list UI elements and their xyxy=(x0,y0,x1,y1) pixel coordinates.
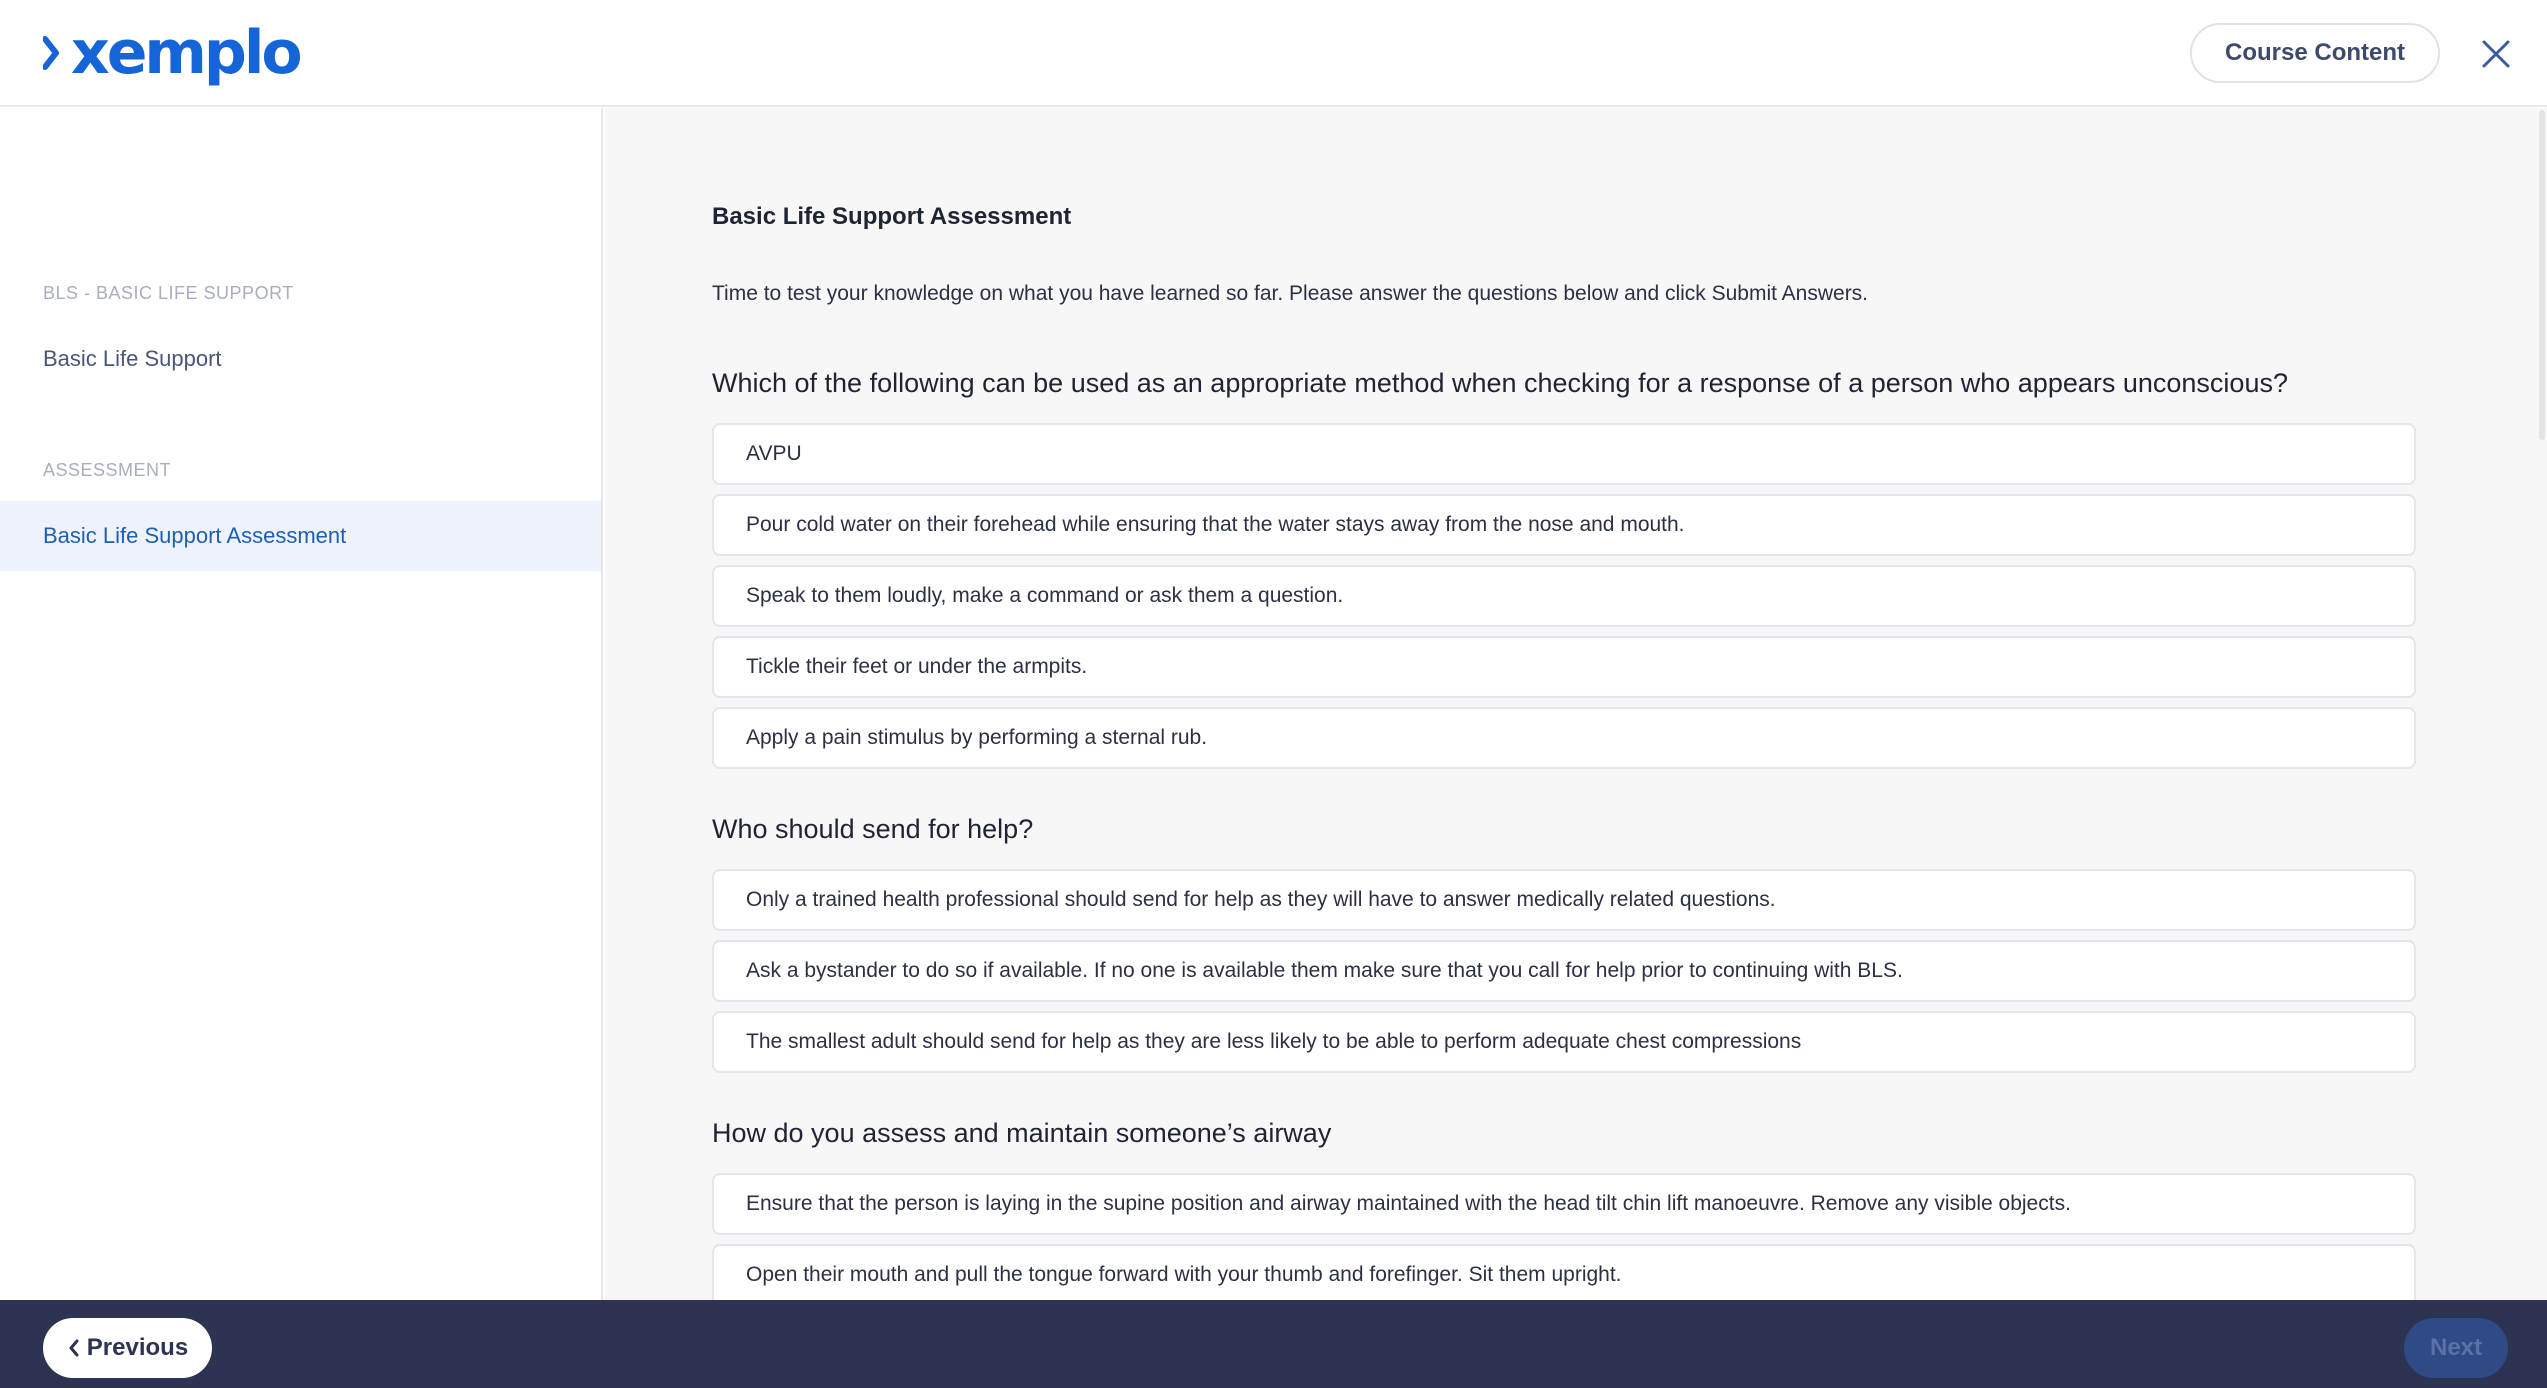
answer-option[interactable]: Apply a pain stimulus by performing a sternal rub. xyxy=(712,707,2416,769)
logo-text: xemplo xyxy=(71,18,300,88)
answer-option[interactable]: Speak to them loudly, make a command or ask them a question. xyxy=(712,565,2416,627)
previous-button[interactable] xyxy=(43,1318,212,1378)
xemplo-logo[interactable] xyxy=(43,20,300,86)
sidebar-group-bls: BLS - BASIC LIFE SUPPORT xyxy=(43,283,294,303)
main-content xyxy=(605,108,2547,1300)
answer-option[interactable]: The smallest adult should send for help as they are less likely to be able to perform adequate chest compressions xyxy=(712,1011,2416,1073)
answer-option[interactable]: Pour cold water on their forehead while ensuring that the water stays away from the nose and mouth. xyxy=(712,494,2416,556)
answer-option[interactable]: Ensure that the person is laying in the supine position and airway maintained with the head tilt chin lift manoeuvre. Remove any visible objects. xyxy=(712,1173,2416,1235)
sidebar-item-basic-life-support-assessment[interactable]: Basic Life Support Assessment xyxy=(0,501,601,571)
answer-option[interactable]: Tickle their feet or under the armpits. xyxy=(712,636,2416,698)
sidebar-group-assessment: ASSESSMENT xyxy=(43,460,172,480)
page-title: Basic Life Support Assessment xyxy=(712,203,1072,230)
top-header xyxy=(0,0,2547,107)
question-3: How do you assess and maintain someone’s airway xyxy=(712,1118,1332,1148)
answer-option[interactable]: Only a trained health professional should send for help as they will have to answer medically related questions. xyxy=(712,869,2416,931)
question-2: Who should send for help? xyxy=(712,814,1034,844)
logo-chevron-icon xyxy=(43,33,69,73)
close-icon[interactable] xyxy=(2476,34,2516,74)
answer-option[interactable]: Open their mouth and pull the tongue forward with your thumb and forefinger. Sit them upright. xyxy=(712,1244,2416,1300)
question-1: Which of the following can be used as an appropriate method when checking for a response of a person who appears unconscious? xyxy=(712,368,2288,398)
scrollbar-thumb[interactable] xyxy=(2539,110,2545,440)
course-sidebar xyxy=(0,108,603,1300)
answer-option[interactable]: AVPU xyxy=(712,423,2416,485)
previous-label: Previous xyxy=(86,1334,189,1361)
answer-option[interactable]: Ask a bystander to do so if available. If no one is available them make sure that you call for help prior to continuing with BLS. xyxy=(712,940,2416,1002)
chevron-left-icon xyxy=(67,1338,81,1358)
intro-text: Time to test your knowledge on what you have learned so far. Please answer the questions below and click Submit Answers. xyxy=(712,282,1869,305)
course-content-button[interactable]: Course Content xyxy=(2190,23,2440,83)
sidebar-item-basic-life-support[interactable]: Basic Life Support xyxy=(43,346,222,371)
next-button[interactable]: Next xyxy=(2404,1318,2508,1378)
footer-nav-bar xyxy=(0,1300,2547,1388)
